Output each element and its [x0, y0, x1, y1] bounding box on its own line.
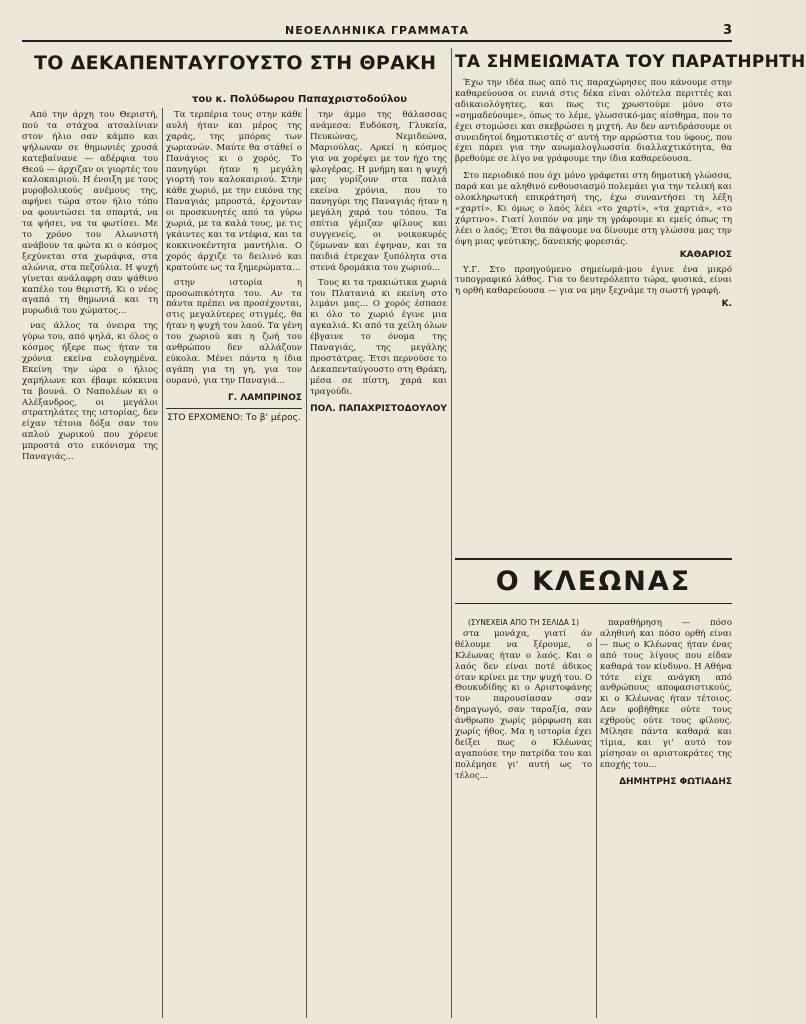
article1-signature: ΠΟΛ. ΠΑΠΑΧΡΙΣΤΟΔΟΥΛΟΥ — [310, 403, 447, 414]
article1-mid-author: Γ. ΛΑΜΠΡΙΝΟΣ — [228, 392, 302, 403]
article3-column-2 — [600, 618, 732, 1018]
continuation-note: (ΣΥΝΕΧΕΙΑ ΑΠΟ ΤΗ ΣΕΛΙΔΑ 1) — [467, 618, 580, 627]
article3-paragraph: στα μονάχα, γιατί άν θέλουμε να ξέρουμε, ο Κλέωνας ήταν ο λαός. Και ο λαός δεν είναι ποτέ άδικος όταν κρίνει με την ψυχή του. Ο Θουκυδίδης κι ο Αριστοφάνης τον παρουσίασαν σαν δημαγωγό, σαν ταραξία, σαν άνθρωπο χωρίς μόρφωση και χωρίς ήθος. Μα η ιστορία έχει δείξει πως ο Κλέωνας αγαπούσε την πατρίδα του και πολέμησε γι' αυτή ως το τέλος... — [455, 628, 592, 781]
article2-body — [455, 78, 732, 548]
article1-paragraph: στην ιστορία η προσωπικότητα του. Αν τα πάντα πρέπει να προσέχονται, στις μεγαλύτερες στιγμές, θα ήταν η ψυχή του λαού. Τα γένη του χωριού και η ζωή του ανθρώπου δεν αλλάζουν εύκολα. Μένει πάντα η ίδια αγάπη για τη γη, για τον ουρανό, για την Παναγιά... — [166, 277, 302, 386]
article1-column-3 — [310, 110, 447, 1018]
article3-title: Ο ΚΛΕΩΝΑΣ — [455, 558, 732, 604]
article1-column-2 — [166, 110, 302, 1018]
page-number: 3 — [722, 23, 732, 38]
article3-paragraph: παραθήρηση — πόσο αληθινή και πόσο ορθή είναι — πως ο Κλέωνας ήταν ένας από τους λίγους που είδαν καθαρά τον κίνδυνο. Η Αθήνα τότε είχε ανάγκη από ανθρώπους αποφασιστικούς, κι ο Κλέωνας ήταν τέτοιος. Δεν φοβήθηκε ούτε τους εχθρούς ούτε τους φίλους. Μίλησε πάντα καθαρά και τίμια, και γι' αυτό τον μίσησαν οι αριστοκράτες της εποχής του... — [600, 618, 732, 770]
article2-signature: Κ. — [721, 299, 732, 310]
article1-paragraph: νας άλλος τα όνειρα της γύρω του, από ψηλά, κι όλος ο κόσμος ήξερε πως ήταν τα χρόνια εκείνα ευλογημένα. Εκείνη την ώρα ο ήλιος χαμήλωνε και έβαφε κόκκινα τα βουνά. Ο Ναπολέων κι ο Αλέξανδρος, οι μεγάλοι στρατηλάτες της ιστορίας, δεν είχαν τέτοια δόξα σαν του απλού χωρικού που χόρευε μπροστά στο εικόνισμα της Παναγιάς... — [22, 321, 158, 463]
column-rule — [162, 108, 163, 1018]
publication-name: ΝΕΟΕΛΛΗΝΙΚΑ ΓΡΑΜΜΑΤΑ — [281, 24, 473, 40]
article3-signature: ΔΗΜΗΤΡΗΣ ΦΩΤΙΑΔΗΣ — [619, 776, 732, 787]
column-rule — [451, 48, 452, 1018]
article1-paragraph: Τους κι τα τρακιώτικα χωριά του Πλατανιά κι εκείνη στο λιμάνι μας... Ο χορός έσπασε κι όλο το χωριό έγινε μια αγκαλιά. Κι από τα χείλη όλων έβγαινε το όνομα της Παναγιάς, της μεγάλης προστάτρας. Έτσι περνούσε το Δεκαπενταύγουστο στη Θράκη, μέσα σε πίστη, χαρά και τραγούδι. — [310, 277, 447, 397]
article1-column-1 — [22, 110, 158, 1018]
divider — [166, 408, 302, 409]
article1-title: ΤΟ ΔΕΚΑΠΕΝΤΑΥΓΟΥΣΤΟ ΣΤΗ ΘΡΑΚΗ — [34, 52, 437, 74]
columns-area — [22, 48, 806, 1018]
article1-paragraph: την άμμο της θάλασσας ανάμεσα: Ευδόκση, Γλυκεία, Πευκώνας, Νεμιδεώνα, Μαριούλας. Αρκεί η κόσμος για να χορέψει με τον ήχο της φλογέρας. Η μνήμη και η ψυχή μας γυρίζουν στα παλιά εκείνα χρόνια, που το πανηγύρι της Παναγιάς ήταν η μεγάλη χαρά του τόπου. Τα σπίτια γέμιζαν φίλους και συγγενείς, οι νοικοκυρές ζύμωναν και έψηναν, και τα παιδιά έτρεχαν ξυπόλητα στα στενά δρομάκια του χωριού... — [310, 110, 447, 273]
article2-paragraph: Υ.Γ. Στο προηγούμενο σημείωμά-μου έγινε ένα μικρό τυπογραφικό λάθος. Για το δευτερόλεπτο τώρα, φυσικά, είναι η ορθή καθαρεύουσα — για να μην ξεχνάμε τη σωστή γραφή. — [455, 264, 732, 297]
column-rule — [596, 638, 597, 1018]
article2-paragraph: Έχω την ιδέα πως από τις παραχώρησες που κάνουμε στην καθαρεύουσα οι ευνιά στις δέκα είναι ολότελα περιττές και αδικαιολόγητες, και πως τις χρωστούμε μόνο στο «σημαδεύουμε», όπως το λέμε, γλωσσικό-μας αίσθημα, που το έχει στομώσει και σκεβρώσει η μιχτή. Αν δεν αντιδράσουμε οι συνειδητοί δημοτικιστές σ' αυτή την αρρώστια του ύφους, που έχει πάρει για την ανωμαλογλωσσία διαλλαχτικότητα, θα βρεθούμε σε λίγο να γράφουμε την ίδια καθαρεύουσα. — [455, 78, 732, 165]
article2-title: ΤΑ ΣΗΜΕΙΩΜΑΤΑ ΤΟΥ ΠΑΡΑΤΗΡΗΤΗ — [455, 52, 806, 72]
article2-signature: ΚΑΘΑΡΙΟΣ — [679, 249, 732, 260]
column-rule — [306, 108, 307, 1018]
article3-column-1 — [455, 618, 592, 1018]
article2-paragraph: Στο περιοδικό που όχι μόνο γράφεται στη δημοτική γλώσσα, παρά και με αληθινό ενθουσιασμό πολεμάει για την τελική και ολοκληρωτική επικράτησή της, έχω συναντήσει τη λέξη «χαρτί». Κι όμως ο λαός λέει «το χαρτί», «τα χαρτιά», «το χάρτινο». Γιατί λοιπόν να μην τη γράφουμε κι εμείς όπως τη λέει ο λαός; Έτσι θα πάψουμε να δίνουμε στη γλώσσα μας την όψη μιας ψεύτικης, δανεικής φορεσιάς. — [455, 171, 732, 247]
article1-byline: του κ. Πολύδωρου Παπαχριστοδούλου — [192, 94, 408, 105]
next-issue-note: ΣΤΟ ΕΡΧΟΜΕΝΟ: Το β' μέρος. — [167, 412, 301, 423]
article1-paragraph: Τα τερπέρια τους στην κάθε αυλή ήταν και μέρος της χαράς, της μπόρας των χωριανών. Μαύτε θα στάθεί ο Πανάγιος κι ο χορός. Το πανηγύρι ήταν η μεγάλη γιορτή του καλοκαιριού. Στην κάθε χωριό, με την εικόνα της Παναγιάς μπροστά, έρχονταν οι προσκυνητές από τα γύρω χωριά, με τα καλά τους, με τις γκάιντες και τα ντέφια, και τα κοκκινοκέντητα μαντήλια. Ο χορός άρχιζε το δειλινό και κρατούσε ως τα ξημερώματα... — [166, 110, 302, 273]
article1-paragraph: Από την άρχη του Θεριστή, πού τα στάχυα ατσαλίνιαν στον ήλιο σαν κάμπο και ψήλωναν σε θημωνιές χρυσά κατεβαίνανε — αδέρφια του Θεού — άρχιζαν οι γιορτές του καλοκαιριού. Η ένοιξη με τους μυροβολικούς ανέμους της, αφήνει τώρα στον ήλιο τόπο να φουντώσει τα σπαρτά, να τα ψήσει, να τα φωτίσει. Με το χρόνο του Αλωνιστή ανάβουν τα φώτα κι ο κόσμος ξεχύνεται στα χωράφια, στα αλώνια, στα πεζούλια. Η ψυχή γίνεται ανάλαφρη σαν ψάθινο καπέλο του θεριστή. Κι ο νέος αγαπά τη θημωνιά και τη μυρωδιά του χώματος... — [22, 110, 158, 317]
masthead — [22, 18, 732, 42]
